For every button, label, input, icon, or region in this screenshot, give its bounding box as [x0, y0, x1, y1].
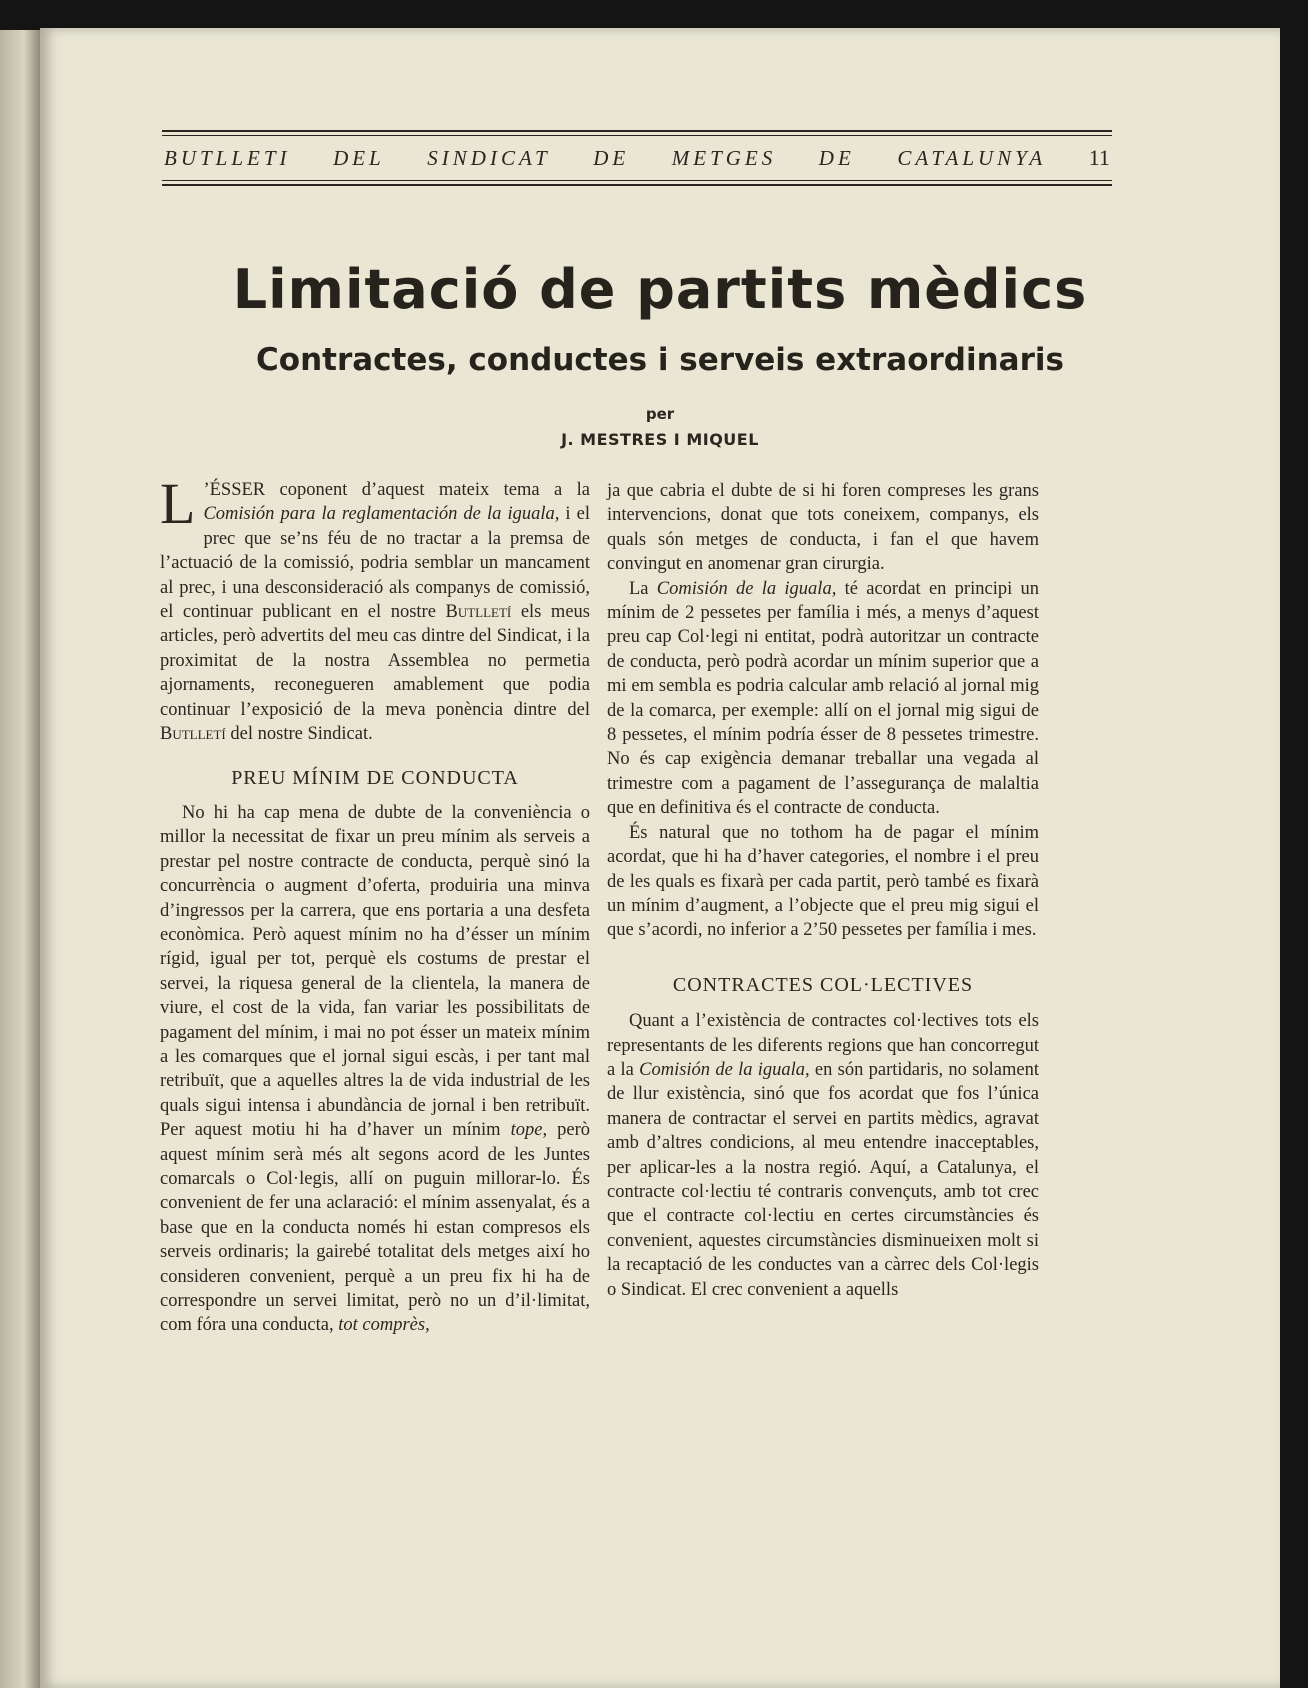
intro-text: i el prec que se’ns féu de no tractar a la premsa de l’actuació de la comissió, podria semblar un mancament al prec, i una desconsideració als companys de comissió, el continuar publicant en el nostre	[160, 504, 591, 623]
right-column	[607, 479, 1039, 1302]
section-heading: CONTRACTES COL·LECTIVES	[672, 973, 974, 996]
body-italic: Comisión de la iguala,	[656, 578, 837, 599]
article-title: Limitació de partits mèdics	[232, 258, 1088, 321]
intro-text: del nostre Sindicat.	[225, 724, 373, 745]
article-author: J. MESTRES I MIQUEL	[561, 430, 759, 449]
byline-prefix: per	[645, 405, 675, 423]
paragraph-3: És natural que no tothom ha de pagar el mínim acordat, que hi ha d’haver categories, el nombre i el preu de les quals es fixarà per cada partit, però també es fixarà un mínim d’augment, a l’objecte que el preu mig sigui el que s’acordi, no inferior a 2’50 pessetes per família i mes.	[607, 822, 1039, 941]
journal-name: Butlletí	[160, 724, 226, 745]
page-number: 11	[1088, 145, 1110, 170]
body-italic: tot comprès,	[338, 1315, 430, 1336]
body-italic: tope,	[510, 1120, 548, 1141]
header-word: BUTLLETI	[164, 145, 291, 170]
article-subtitle: Contractes, conductes i serveis extraordinaris	[256, 342, 1064, 378]
intro-text: coponent d’aquest mateix tema a la	[265, 480, 590, 500]
section-heading: PREU MÍNIM DE CONDUCTA	[231, 767, 519, 790]
journal-name: Butlletí	[445, 602, 512, 623]
header-word: CATALUNYA	[897, 145, 1047, 170]
body-text: però aquest mínim serà més alt segons acord de les Juntes comarcals o Col·legis, allí on puguin millorar-lo. És convenient de fer una aclaració: el mínim assenyalat, és a base que en la conducta només hi estan compresos els serveis ordinaris; la gairebé totalitat dels metges així ho consideren convenient, perquè a un preu fix hi ha de correspondre un servei limitat, però no un d’il·limitat, com fóra una conducta,	[160, 1120, 590, 1336]
header-word: DE	[593, 145, 630, 170]
journal-page	[40, 28, 1280, 1688]
body-italic: Comisión de la iguala,	[639, 1059, 810, 1080]
intro-paragraph	[160, 471, 591, 746]
header-bottom-rule	[162, 184, 1112, 186]
paragraph-2	[607, 577, 1039, 821]
previous-page-edge	[0, 30, 40, 1688]
section1-paragraph	[160, 801, 590, 1338]
body-text: en són partidaris, no solament de llur existència, sinó que fos acordat que fos l’única manera de contractar el servei en partits mèdics, agravat amb d’altres condicions, al meu entendre inacceptables, per aplicar-les a la nostra regió. Aquí, a Catalunya, el contracte col·lectiu té contraris convençuts, amb tot crec que el contracte col·lectiu en certes circumstàncies és convenient, aquestes circumstàncies disminueixen molt si la recaptació de les conductes van a càrrec dels Col·legis o Sindicat. El crec convenient a aquells	[607, 1059, 1039, 1300]
header-word: DE	[818, 145, 855, 170]
intro-text: els meus articles, però advertits del meu cas dintre del Sindicat, i la proximitat de la nostra Assemblea no permetia ajornaments, reconegueren amablement que podia continuar l’exposició de la meva ponència dintre del	[160, 602, 590, 720]
header-bottom-rule-thin	[162, 180, 1112, 181]
header-word: DEL	[333, 145, 385, 170]
body-text: Quant a l’existència de contractes col·lectives tots els representants de les diferents regions que han concorregut a la	[607, 1011, 1039, 1080]
intro-italic: Comisión para la reglamentación de la iguala,	[203, 504, 560, 525]
header-top-rule	[162, 130, 1112, 132]
intro-smallcaps: ’ÉSSER	[203, 480, 266, 500]
drop-cap: L	[160, 471, 196, 536]
header-word: SINDICAT	[427, 145, 551, 170]
section1-continuation: ja que cabria el dubte de si hi foren compreses les grans intervencions, donat que tots coneixem, companys, els quals són metges de conducta, i fan el que havem convingut en anomenar gran cirurgia.	[607, 481, 1039, 575]
body-text: La	[629, 578, 657, 599]
body-text: No hi ha cap mena de dubte de la conveniència o millor la necessitat de fixar un preu mínim als serveis a prestar pel nostre contracte de conducta, perquè sinó la concurrència o augment d’oferta, produiria una minva d’ingressos per la carrera, que ens portaria a una desfeta econòmica. Però aquest mínim no ha d’ésser un mínim rígid, igual per tot, perquè els costums de prestar el servei, la riquesa general de la clientela, la manera de viure, el cost de la vida, fan variar les possibilitats de pagament del mínim, i mai no pot ésser un mateix mínim a les comarques que el jornal sigui escàs, i per tant mal retribuït, que a aquelles altres la de vida industrial de les quals sigui intensa i abundància de jornal i ben retribuït. Per aquest motiu hi ha d’haver un mínim	[160, 802, 590, 1141]
body-text: té acordat en principi un mínim de 2 pessetes per família i més, a menys d’aquest preu cap Col·legi ni entitat, podrà autoritzar un contracte de conducta, però podrà acordar un mínim superior que a mi em sembla es podria calcular amb relació al jornal mig de la comarca, per exemple: allí on el jornal mig sigui de 8 pessetes, el mínim podría ésser de 8 pessetes trimestre. No és cap exigència demanar treballar una vegada al trimestre com a pagament de l’assegurança de malaltia que en definitiva és el contracte de conducta.	[607, 578, 1040, 819]
header-word: METGES	[671, 145, 777, 170]
left-column	[160, 471, 591, 1338]
section2-paragraph	[607, 1009, 1039, 1302]
header-title	[162, 136, 1112, 180]
running-header	[162, 130, 1112, 186]
